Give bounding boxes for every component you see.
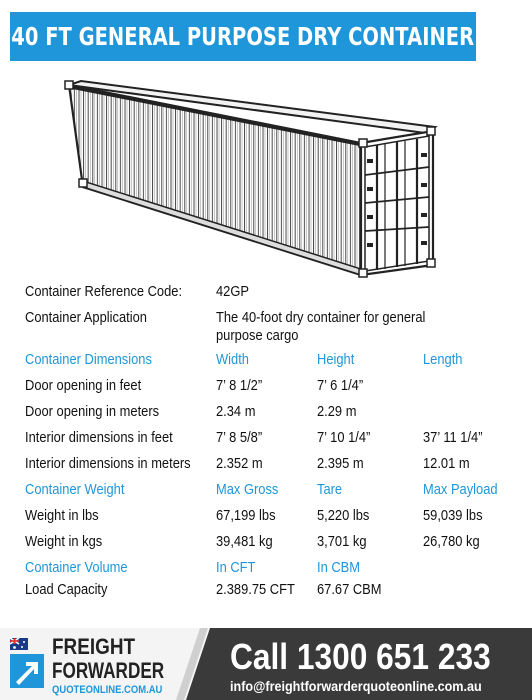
- spec-header-dimensions: [25, 351, 515, 377]
- spec-label: Container Application: [25, 309, 147, 326]
- shipping-container-icon: [55, 75, 455, 280]
- spec-value: 2.34 m: [216, 403, 256, 420]
- australia-flag-icon: [10, 638, 50, 690]
- column-heading: In CBM: [317, 559, 361, 576]
- page-title: 40 FT GENERAL PURPOSE DRY CONTAINER: [11, 22, 475, 51]
- contact-email[interactable]: info@freightforwarderquoteonline.com.au: [230, 678, 482, 694]
- spec-row-load-capacity: [25, 581, 515, 607]
- spec-value: 2.389.75 CFT: [216, 581, 295, 598]
- section-heading: Container Volume: [25, 559, 128, 576]
- spec-value: 5,220 lbs: [317, 507, 370, 524]
- spec-row-door-feet: [25, 377, 515, 403]
- spec-value: 42GP: [216, 283, 249, 300]
- spec-value: 7’ 8 1/2”: [216, 377, 263, 394]
- column-heading: Tare: [317, 481, 343, 498]
- logo-wordmark-line2: FORWARDER: [52, 658, 165, 683]
- spec-label: Weight in kgs: [25, 533, 103, 550]
- spec-label: Interior dimensions in meters: [25, 455, 191, 472]
- spec-value: 2.395 m: [317, 455, 364, 472]
- section-heading: Container Weight: [25, 481, 125, 498]
- spec-value: 2.352 m: [216, 455, 263, 472]
- footer: [0, 628, 532, 700]
- column-heading: Max Gross: [216, 481, 279, 498]
- column-heading: Length: [423, 351, 463, 368]
- spec-label: Door opening in feet: [25, 377, 142, 394]
- spec-value: 67.67 CBM: [317, 581, 382, 598]
- spec-value: 39,481 kg: [216, 533, 273, 550]
- spec-value: 7’ 10 1/4”: [317, 429, 371, 446]
- logo-url: QUOTEONLINE.COM.AU: [52, 684, 163, 696]
- spec-label: Door opening in meters: [25, 403, 160, 420]
- spec-row-application: [25, 309, 515, 351]
- spec-value: The 40-foot dry container for general purpose cargo: [216, 309, 426, 344]
- spec-row-reference: [25, 283, 515, 309]
- column-heading: Width: [216, 351, 249, 368]
- spec-value: 2.29 m: [317, 403, 357, 420]
- spec-value: 7’ 8 5/8”: [216, 429, 263, 446]
- column-heading: Height: [317, 351, 355, 368]
- logo-wordmark-line1: FREIGHT: [52, 634, 136, 659]
- title-banner: [10, 12, 476, 61]
- spec-row-interior-meters: [25, 455, 515, 481]
- spec-label: Load Capacity: [25, 581, 108, 598]
- spec-label: Interior dimensions in feet: [25, 429, 173, 446]
- call-number[interactable]: Call 1300 651 233: [230, 636, 491, 677]
- spec-header-weight: [25, 481, 515, 507]
- spec-label: Container Reference Code:: [25, 283, 183, 300]
- spec-table: [25, 283, 515, 607]
- column-heading: Max Payload: [423, 481, 498, 498]
- spec-value: 37’ 11 1/4”: [423, 429, 483, 446]
- spec-value: 7’ 6 1/4”: [317, 377, 364, 394]
- spec-label: Weight in lbs: [25, 507, 99, 524]
- spec-value: 26,780 kg: [423, 533, 480, 550]
- spec-row-weight-kgs: [25, 533, 515, 559]
- column-heading: In CFT: [216, 559, 256, 576]
- spec-value: 3,701 kg: [317, 533, 367, 550]
- spec-header-volume: [25, 559, 515, 581]
- spec-row-door-meters: [25, 403, 515, 429]
- spec-value: 59,039 lbs: [423, 507, 483, 524]
- spec-value: 12.01 m: [423, 455, 470, 472]
- spec-row-weight-lbs: [25, 507, 515, 533]
- spec-value: 67,199 lbs: [216, 507, 276, 524]
- spec-row-interior-feet: [25, 429, 515, 455]
- section-heading: Container Dimensions: [25, 351, 152, 368]
